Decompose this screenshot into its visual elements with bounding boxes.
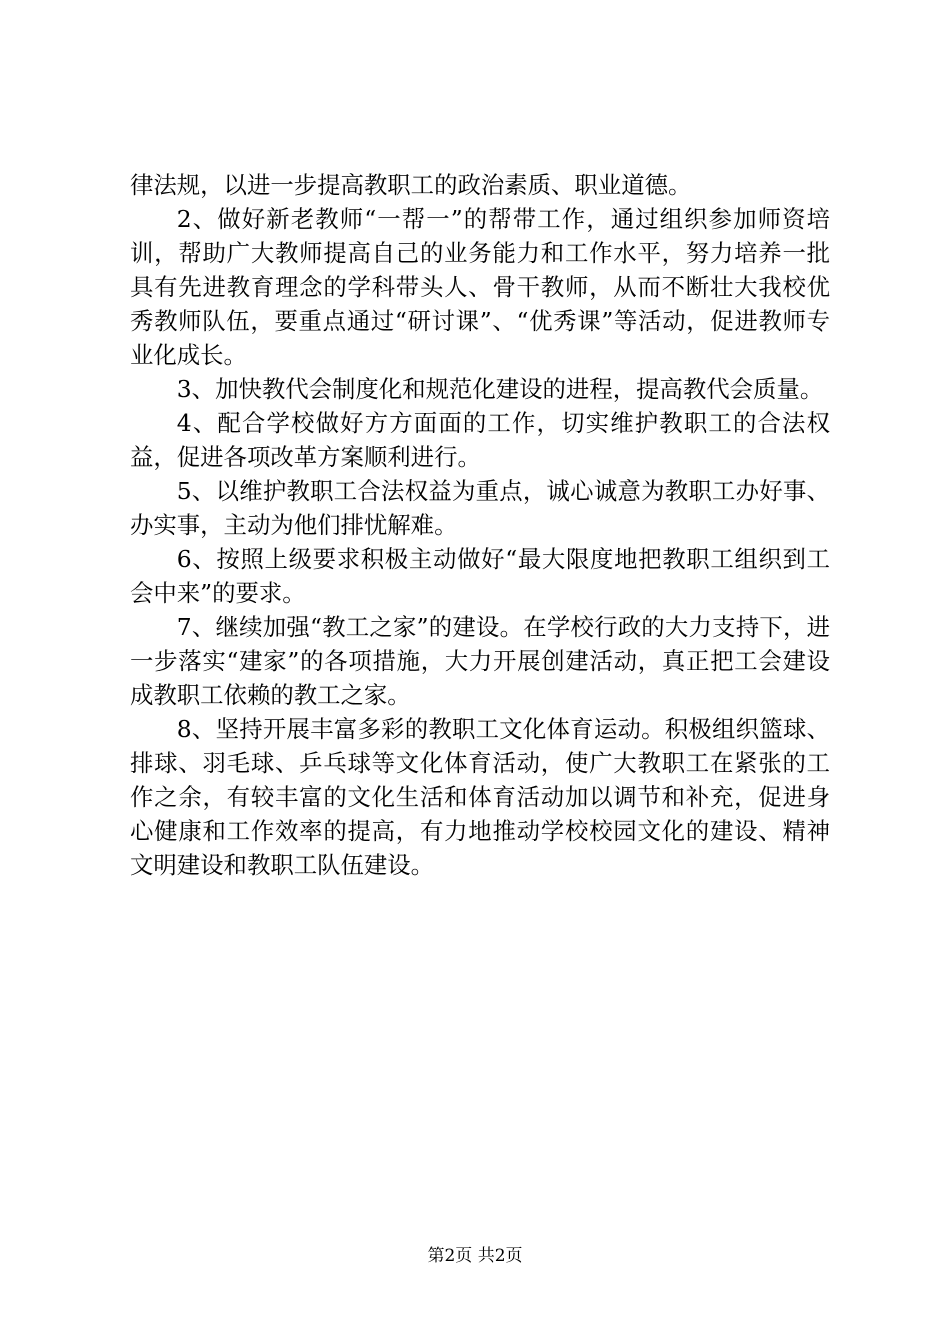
page-number-footer: 第2页 共2页 <box>427 1246 523 1266</box>
paragraph-item-8: 8、坚持开展丰富多彩的教职工文化体育运动。积极组织篮球、排球、羽毛球、乒乓球等文化体育活动，使广大教职工在紧张的工作之余，有较丰富的文化生活和体育活动加以调节和补充，促进身心健康和工作效率的提高，有力地推动学校校园文化的建设、精神文明建设和教职工队伍建设。 <box>130 715 830 879</box>
paragraph-item-3: 3、加快教代会制度化和规范化建设的进程，提高教代会质量。 <box>176 375 824 403</box>
document-body <box>130 168 830 882</box>
paragraph-item-4: 4、配合学校做好方方面面的工作，切实维护教职工的合法权益，促进各项改革方案顺利进行。 <box>130 409 830 471</box>
paragraph-item-7: 7、继续加强“教工之家”的建设。在学校行政的大力支持下，进一步落实“建家”的各项措施，大力开展创建活动，真正把工会建设成教职工依赖的教工之家。 <box>130 613 830 709</box>
paragraph-item-6: 6、按照上级要求积极主动做好“最大限度地把教职工组织到工会中来”的要求。 <box>130 545 830 607</box>
paragraph-item-5: 5、以维护教职工合法权益为重点，诚心诚意为教职工办好事、办实事，主动为他们排忧解难。 <box>130 477 830 539</box>
paragraph-continuation: 律法规，以进一步提高教职工的政治素质、职业道德。 <box>130 171 692 199</box>
paragraph-item-2: 2、做好新老教师“一帮一”的帮带工作，通过组织参加师资培训，帮助广大教师提高自己的业务能力和工作水平，努力培养一批具有先进教育理念的学科带头人、骨干教师，从而不断壮大我校优秀教师队伍，要重点通过“研讨课”、“优秀课”等活动，促进教师专业化成长。 <box>130 205 830 369</box>
